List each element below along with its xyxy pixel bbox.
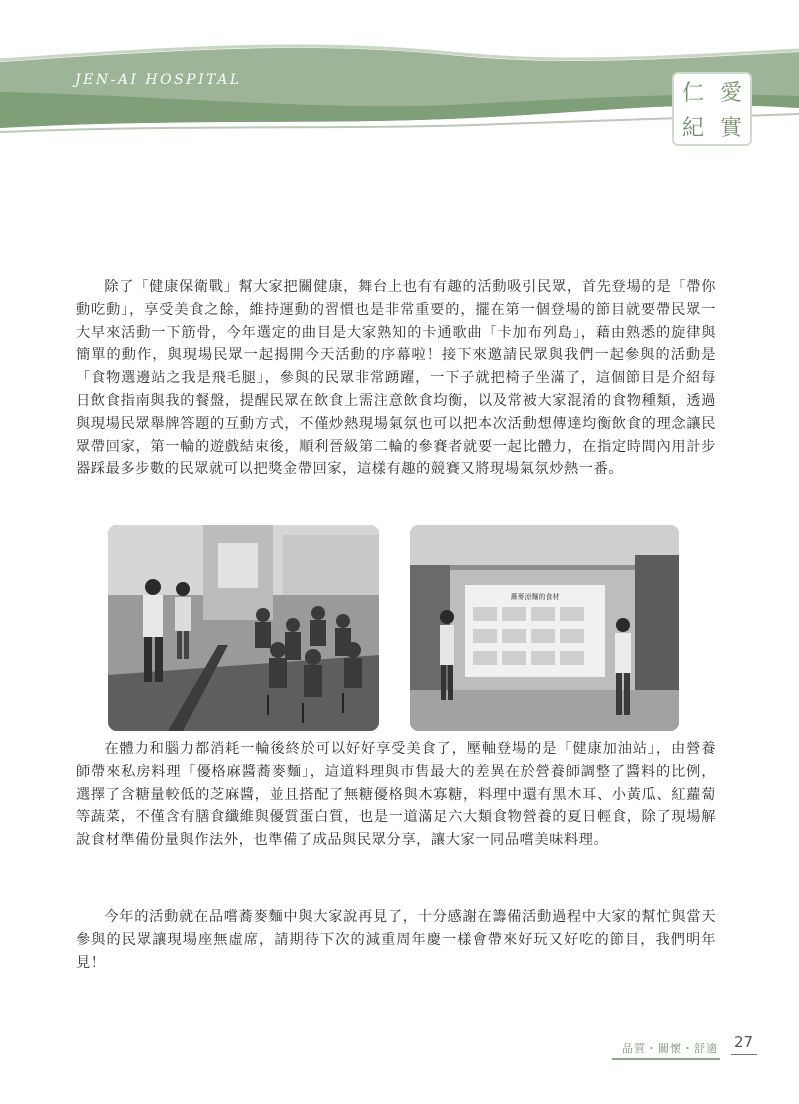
body-paragraph: 今年的活動就在品嚐蕎麥麵中與大家說再見了，十分感謝在籌備活動過程中大家的幫忙與當天參與的民眾讓現場座無虛席，請期待下次的減重周年慶一樣會帶來好玩又好吃的節目，我們明年見！ xyxy=(76,909,716,971)
body-paragraph: 除了「健康保衛戰」幫大家把關健康，舞台上也有有趣的活動吸引民眾，首先登場的是「帶你動吃動」，享受美食之餘，維持運動的習慣也是非常重要的，擺在第一個登場的節目就要帶民眾一大早來活動一下筋骨，今年選定的曲目是大家熟知的卡通歌曲「卡加布列島」，藉由熟悉的旋律與簡單的動作，與現場民眾一起揭開今天活動的序幕啦！接下來邀請民眾與我們一起參與的活動是「食物選邊站之我是飛毛腿」，參與的民眾非常踴躍，一下子就把椅子坐滿了，這個節目是介紹每日飲食指南與我的餐盤，提醒民眾在飲食上需注意飲食均衡，以及常被大家混淆的食物種類，透過與現場民眾舉牌答題的互動方式，不僅炒熱現場氣氛也可以把本次活動想傳達均衡飲食的理念讓民眾帶回家，第一輪的遊戲結束後，順利晉級第二輪的參賽者就要一起比體力，在指定時間內用計步器踩最多步數的民眾就可以把獎金帶回家，這樣有趣的競賽又將現場氣氛炒熱一番。 xyxy=(76,279,716,478)
logo-char: 仁 xyxy=(681,81,704,106)
quiz-board-title: 蕎麥涼麵的食材 xyxy=(510,593,560,601)
page-header xyxy=(0,0,799,150)
body-paragraph: 在體力和腦力都消耗一輪後終於可以好好享受美食了，壓軸登場的是「健康加油站」，由營養師帶來私房料理「優格麻醬蕎麥麵」，這道料理與市售最大的差異在於營養師調整了醬料的比例，選擇了含糖量較低的芝麻醬，並且搭配了無糖優格與木寡糖，料理中還有黑木耳、小黃瓜、紅蘿蔔等蔬菜，不僅含有膳食纖維與優質蛋白質，也是一道滿足六大類食物營養的夏日輕食，除了現場解說食材準備份量與作法外，也準備了成品與民眾分享，讓大家一同品嚐美味料理。 xyxy=(76,741,716,849)
logo-char: 實 xyxy=(719,116,742,141)
hospital-name: JEN-AI HOSPITAL xyxy=(75,72,242,88)
event-photo-quiz-board xyxy=(410,525,679,731)
event-photo-audience xyxy=(108,525,379,731)
footer-slogan: 品質・關懷・舒適 xyxy=(622,1042,718,1055)
page-number-rule xyxy=(731,1054,757,1055)
logo-char: 紀 xyxy=(681,116,704,141)
logo-char: 愛 xyxy=(719,81,742,106)
page-number: 27 xyxy=(734,1033,754,1051)
footer-divider xyxy=(612,1058,720,1060)
jen-ai-logo xyxy=(672,72,752,146)
